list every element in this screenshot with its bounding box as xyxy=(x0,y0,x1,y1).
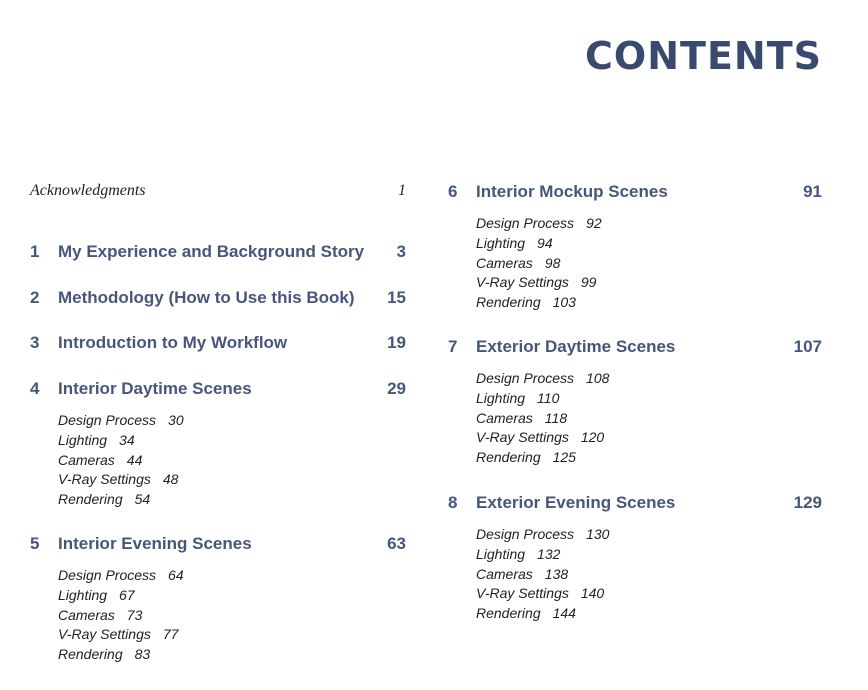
chapter-1[interactable] xyxy=(30,242,406,266)
subsection-page: 140 xyxy=(580,585,605,602)
subsection-item[interactable] xyxy=(58,566,406,586)
chapter-7-subsections xyxy=(476,369,822,468)
subsection-item[interactable] xyxy=(58,625,406,645)
subsection-page: 130 xyxy=(586,525,610,542)
subsection-item[interactable] xyxy=(476,273,822,293)
chapter-6[interactable] xyxy=(448,182,822,206)
subsection-page: 83 xyxy=(134,646,151,663)
subsection-title: Rendering xyxy=(58,646,123,663)
chapter-2[interactable] xyxy=(30,288,406,312)
subsection-title: Cameras xyxy=(476,409,533,426)
subsection-title: Design Process xyxy=(476,525,575,542)
subsection-item[interactable] xyxy=(476,293,822,313)
acknowledgments-label: Acknowledgments xyxy=(30,182,146,199)
subsection-page: 103 xyxy=(552,294,576,311)
chapter-page: 29 xyxy=(387,379,406,398)
subsection-item[interactable] xyxy=(58,431,406,451)
chapter-page: 107 xyxy=(793,336,822,356)
chapter-title: Interior Mockup Scenes xyxy=(476,182,668,201)
chapter-number: 8 xyxy=(448,492,458,512)
chapter-4[interactable] xyxy=(30,379,406,403)
subsection-title: Rendering xyxy=(476,449,541,466)
toc-right-column xyxy=(448,176,822,624)
subsection-page: 77 xyxy=(162,626,179,643)
chapter-4-subsections xyxy=(58,411,406,510)
subsection-item[interactable] xyxy=(476,545,822,565)
chapter-title: My Experience and Background Story xyxy=(58,242,365,261)
chapter-6-subsections xyxy=(476,214,822,313)
chapter-number: 2 xyxy=(30,288,40,307)
subsection-item[interactable] xyxy=(58,490,406,510)
subsection-title: Design Process xyxy=(58,412,157,428)
chapter-title: Interior Daytime Scenes xyxy=(58,379,252,398)
subsection-title: Rendering xyxy=(476,294,541,311)
chapter-number: 4 xyxy=(30,379,40,398)
subsection-page: 144 xyxy=(552,605,576,622)
subsection-item[interactable] xyxy=(476,428,822,448)
chapter-number: 7 xyxy=(448,336,458,356)
subsection-page: 138 xyxy=(544,565,569,582)
chapter-page: 91 xyxy=(803,182,822,201)
subsection-page: 30 xyxy=(168,412,184,428)
chapter-page: 19 xyxy=(387,333,406,352)
subsection-page: 125 xyxy=(552,449,576,466)
chapter-8-subsections xyxy=(476,525,822,624)
subsection-title: Cameras xyxy=(476,565,533,582)
subsection-title: Lighting xyxy=(476,389,526,406)
chapter-title: Interior Evening Scenes xyxy=(58,533,252,553)
subsection-title: V-Ray Settings xyxy=(58,626,151,643)
page-title: CONTENTS xyxy=(585,34,822,78)
subsection-title: Cameras xyxy=(476,254,533,271)
subsection-title: Lighting xyxy=(58,431,108,448)
chapter-7[interactable] xyxy=(448,337,822,361)
subsection-page: 118 xyxy=(544,409,568,426)
chapter-number: 5 xyxy=(30,533,40,553)
subsection-title: Cameras xyxy=(58,606,115,623)
chapter-page: 129 xyxy=(793,492,822,512)
chapter-title: Exterior Evening Scenes xyxy=(476,492,676,512)
subsection-item[interactable] xyxy=(58,470,406,490)
subsection-title: Lighting xyxy=(476,545,526,562)
subsection-page: 132 xyxy=(537,545,561,562)
subsection-page: 108 xyxy=(586,369,610,386)
chapter-5-subsections xyxy=(58,566,406,665)
chapter-title: Methodology (How to Use this Book) xyxy=(58,288,355,307)
subsection-page: 34 xyxy=(119,431,135,448)
subsection-item[interactable] xyxy=(58,411,406,431)
subsection-title: Rendering xyxy=(476,605,541,622)
acknowledgments-page: 1 xyxy=(398,182,406,199)
chapter-title: Exterior Daytime Scenes xyxy=(476,336,676,356)
subsection-page: 54 xyxy=(134,491,151,508)
subsection-item[interactable] xyxy=(476,214,822,234)
subsection-item[interactable] xyxy=(476,448,822,468)
subsection-page: 44 xyxy=(126,451,143,468)
subsection-item[interactable] xyxy=(58,451,406,471)
chapter-5[interactable] xyxy=(30,534,406,558)
subsection-item[interactable] xyxy=(476,604,822,624)
chapter-title: Introduction to My Workflow xyxy=(58,333,288,352)
subsection-item[interactable] xyxy=(476,254,822,274)
chapter-page: 3 xyxy=(396,242,406,261)
toc-left-column xyxy=(30,176,406,665)
subsection-title: Rendering xyxy=(58,491,123,508)
subsection-page: 120 xyxy=(580,429,605,446)
subsection-title: Cameras xyxy=(58,451,115,468)
subsection-item[interactable] xyxy=(58,645,406,665)
subsection-page: 48 xyxy=(162,471,179,488)
subsection-page: 98 xyxy=(544,254,561,271)
subsection-item[interactable] xyxy=(58,606,406,626)
subsection-item[interactable] xyxy=(476,409,822,429)
subsection-item[interactable] xyxy=(476,565,822,585)
subsection-page: 94 xyxy=(537,234,553,251)
subsection-page: 67 xyxy=(119,586,135,603)
subsection-page: 64 xyxy=(168,566,184,583)
subsection-title: V-Ray Settings xyxy=(58,471,151,488)
subsection-title: V-Ray Settings xyxy=(476,274,569,291)
subsection-item[interactable] xyxy=(476,525,822,545)
chapter-page: 15 xyxy=(387,288,406,307)
subsection-page: 99 xyxy=(580,274,597,291)
subsection-page: 92 xyxy=(586,215,602,231)
subsection-title: Design Process xyxy=(476,369,575,386)
subsection-title: Lighting xyxy=(476,234,526,251)
subsection-page: 110 xyxy=(537,389,560,406)
chapter-8[interactable] xyxy=(448,493,822,517)
chapter-number: 1 xyxy=(30,242,40,261)
subsection-title: Lighting xyxy=(58,586,108,603)
subsection-item[interactable] xyxy=(476,234,822,254)
subsection-item[interactable] xyxy=(58,586,406,606)
chapter-3[interactable] xyxy=(30,333,406,357)
subsection-title: Design Process xyxy=(58,566,157,583)
chapter-page: 63 xyxy=(387,533,406,553)
subsection-item[interactable] xyxy=(476,584,822,604)
subsection-title: Design Process xyxy=(476,215,575,231)
subsection-item[interactable] xyxy=(476,389,822,409)
acknowledgments-entry[interactable] xyxy=(30,176,406,206)
subsection-item[interactable] xyxy=(476,369,822,389)
chapter-number: 6 xyxy=(448,182,458,201)
chapter-number: 3 xyxy=(30,333,40,352)
subsection-page: 73 xyxy=(126,606,143,623)
subsection-title: V-Ray Settings xyxy=(476,585,569,602)
subsection-title: V-Ray Settings xyxy=(476,429,569,446)
